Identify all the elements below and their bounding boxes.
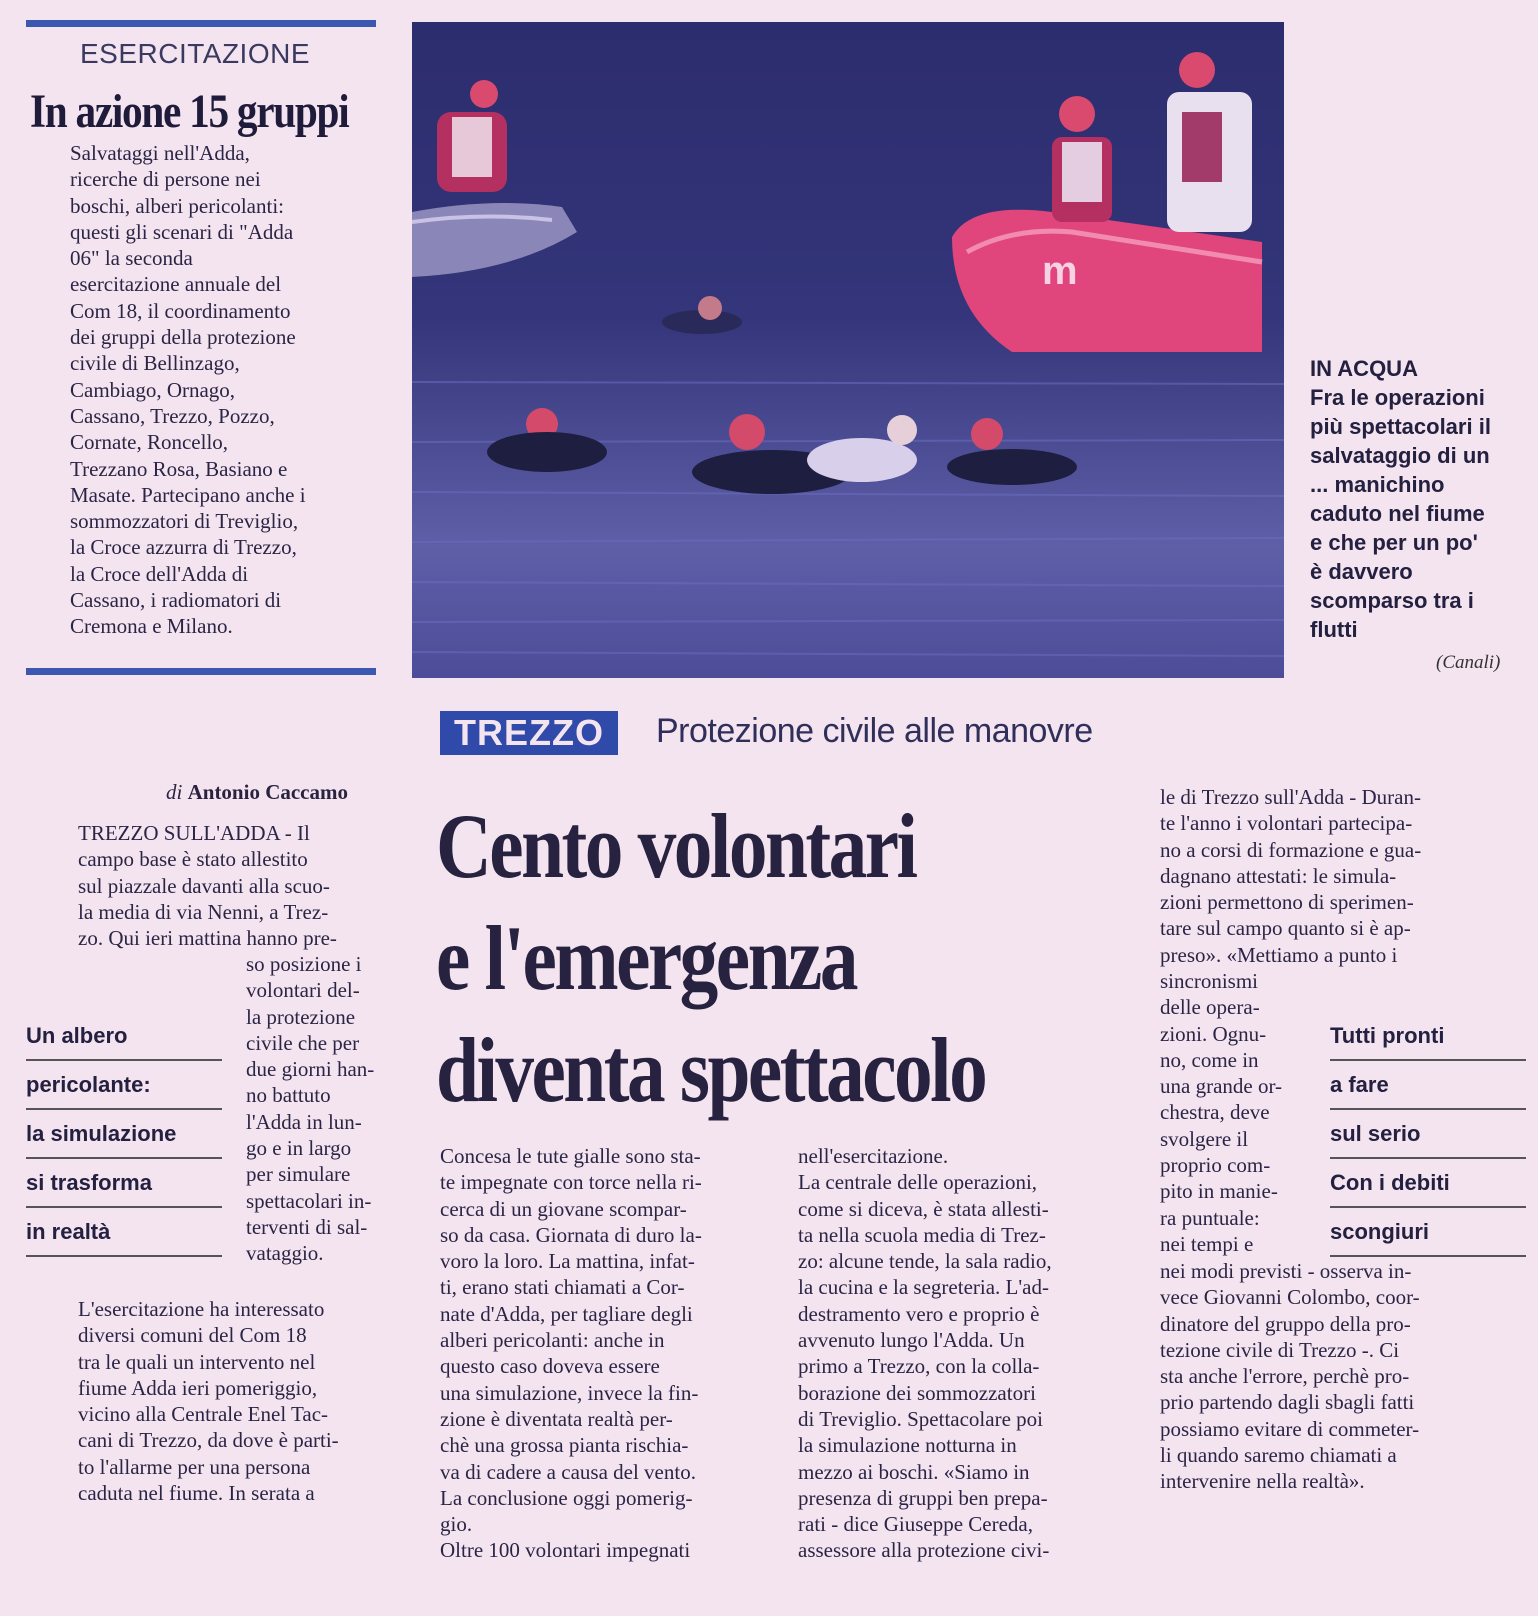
body-line: chestra, deve (1160, 1100, 1270, 1125)
body-line: La centrale delle operazioni, (798, 1170, 1038, 1195)
caption-line: scomparso tra i (1310, 588, 1474, 613)
caption-line: flutti (1310, 617, 1358, 642)
sidebar-text-line: Cremona e Milano. (70, 614, 233, 639)
sidebar-text-line: questi gli scenari di "Adda (70, 219, 294, 244)
body-line: mezzo ai boschi. «Siamo in (798, 1459, 1030, 1484)
sidebar-text-line: dei gruppi della protezione (70, 325, 296, 350)
pullquote-line: in realtà (26, 1208, 222, 1257)
body-line: terventi di sal- (246, 1214, 368, 1239)
sidebar-bottom-rule (26, 668, 376, 675)
body-line: tezione civile di Trezzo -. Ci (1160, 1337, 1400, 1362)
body-line: no a corsi di formazione e gua- (1160, 837, 1422, 862)
body-line: cani di Trezzo, da dove è parti- (78, 1428, 339, 1453)
body-line: pito in manie- (1160, 1179, 1278, 1204)
body-line: prio partendo dagli sbagli fatti (1160, 1390, 1415, 1415)
body-line: so posizione i (246, 952, 362, 976)
body-line: La conclusione oggi pomerig- (440, 1485, 693, 1510)
sidebar-text-line: boschi, alberi pericolanti: (70, 193, 285, 218)
article-column-1-bottom (78, 1296, 404, 1506)
body-line: possiamo evitare di commeter- (1160, 1416, 1420, 1441)
body-line: vece Giovanni Colombo, coor- (1160, 1285, 1420, 1310)
caption-line: Fra le operazioni (1310, 385, 1485, 410)
body-line: la protezione (246, 1004, 356, 1029)
byline (166, 780, 348, 805)
sidebar-top-rule (26, 20, 376, 27)
body-line: sta anche l'errore, perchè pro- (1160, 1364, 1410, 1389)
body-line: te impegnate con torce nella ri- (440, 1170, 702, 1195)
photo-caption (1310, 354, 1530, 644)
article-column-4-bottom (1160, 1258, 1496, 1495)
pullquote-line: pericolante: (26, 1061, 222, 1110)
body-line: una grande or- (1160, 1074, 1283, 1099)
body-line: no, come in (1160, 1047, 1259, 1072)
sidebar-text-line: Trezzano Rosa, Basiano e (70, 456, 288, 481)
body-line: proprio com- (1160, 1153, 1271, 1178)
sidebar-text-line: civile di Bellinzago, (70, 351, 240, 376)
body-line: spettacolari in- (246, 1188, 372, 1213)
body-line: la simulazione notturna in (798, 1433, 1017, 1458)
byline-author: Antonio Caccamo (187, 780, 348, 804)
sidebar-title: In azione 15 gruppi (30, 85, 349, 138)
body-line: dagnano attestati: le simula- (1160, 863, 1397, 888)
body-line: primo a Trezzo, con la colla- (798, 1354, 1040, 1379)
body-line: due giorni han- (246, 1057, 375, 1082)
caption-line: più spettacolari il (1310, 414, 1491, 439)
body-line: chè una grossa pianta rischia- (440, 1433, 689, 1458)
sidebar-body (70, 140, 370, 640)
body-line: zioni permettono di sperimen- (1160, 890, 1414, 915)
section-subtitle: Protezione civile alle manovre (656, 712, 1093, 750)
body-line: nell'esercitazione. (798, 1144, 949, 1168)
sidebar-text-line: Cambiago, Ornago, (70, 377, 236, 402)
sidebar-text-line: Cassano, Trezzo, Pozzo, (70, 403, 275, 428)
body-line: gio. (440, 1512, 473, 1537)
news-photo (412, 22, 1284, 678)
body-line: cerca di un giovane scompar- (440, 1196, 687, 1221)
body-line: ra puntuale: (1160, 1205, 1260, 1230)
pullquote-line: la simulazione (26, 1110, 222, 1159)
sidebar-text-line: Masate. Partecipano anche i (70, 482, 306, 507)
body-line: zione è diventata realtà per- (440, 1406, 673, 1431)
body-line: to l'allarme per una persona (78, 1454, 311, 1479)
caption-line: salvataggio di un (1310, 443, 1490, 468)
body-line: l'Adda in lun- (246, 1109, 362, 1134)
headline-line-2: e l'emergenza (436, 907, 856, 1009)
article-column-3 (798, 1143, 1128, 1564)
pullquote-right (1330, 1012, 1526, 1257)
body-line: li quando saremo chiamati a (1160, 1443, 1397, 1468)
body-line: fiume Adda ieri pomeriggio, (78, 1375, 318, 1400)
body-line: presenza di gruppi ben prepa- (798, 1485, 1048, 1510)
body-line: nei modi previsti - osserva in- (1160, 1259, 1412, 1283)
sidebar-text-line: Salvataggi nell'Adda, (70, 141, 250, 165)
body-line: L'esercitazione ha interessato (78, 1297, 325, 1321)
caption-line: ... manichino (1310, 472, 1445, 497)
caption-line: e che per un po' (1310, 530, 1478, 555)
pullquote-line: Con i debiti (1330, 1159, 1526, 1208)
body-line: nei tempi e (1160, 1231, 1254, 1256)
body-line: zo: alcune tende, la sala radio, (798, 1249, 1052, 1274)
body-line: la media di via Nenni, a Trez- (78, 899, 329, 924)
body-line: ti, erano stati chiamati a Cor- (440, 1275, 685, 1300)
sidebar-kicker: ESERCITAZIONE (80, 38, 311, 69)
body-line: nate d'Adda, per tagliare degli (440, 1301, 693, 1326)
body-line: alberi pericolanti: anche in (440, 1328, 665, 1353)
body-line: delle opera- (1160, 995, 1260, 1020)
body-line: caduta nel fiume. In serata a (78, 1481, 315, 1506)
body-line: go e in largo (246, 1136, 352, 1161)
sidebar-text-line: Cassano, i radiomatori di (70, 588, 282, 613)
body-line: intervenire nella realtà». (1160, 1469, 1365, 1494)
pullquote-left (26, 1012, 222, 1257)
pullquote-line: Un albero (26, 1012, 222, 1061)
sidebar-text-line: esercitazione annuale del (70, 272, 282, 297)
body-line: rati - dice Giuseppe Cereda, (798, 1512, 1033, 1537)
body-line: Oltre 100 volontari impegnati (440, 1538, 691, 1563)
body-line: sincronismi (1160, 969, 1258, 993)
headline-line-3: diventa spettacolo (436, 1019, 986, 1121)
sidebar-text-line: Com 18, il coordinamento (70, 298, 291, 323)
body-line: Concesa le tute gialle sono sta- (440, 1144, 701, 1168)
sidebar-text-line: ricerche di persone nei (70, 167, 261, 192)
article-column-2 (440, 1143, 768, 1564)
body-line: svolgere il (1160, 1126, 1249, 1151)
sidebar-text-line: la Croce dell'Adda di (70, 561, 249, 586)
body-line: avvenuto lungo l'Adda. Un (798, 1328, 1025, 1353)
pullquote-line: Tutti pronti (1330, 1012, 1526, 1061)
body-line: vataggio. (246, 1241, 324, 1266)
body-line: te l'anno i volontari partecipa- (1160, 811, 1413, 836)
body-line: tra le quali un intervento nel (78, 1349, 316, 1374)
body-line: civile che per (246, 1030, 360, 1055)
caption-text (1310, 383, 1530, 644)
pullquote-line: si trasforma (26, 1159, 222, 1208)
pullquote-line: scongiuri (1330, 1208, 1526, 1257)
headline-line-1: Cento volontari (436, 795, 916, 897)
body-line: destramento vero e proprio è (798, 1301, 1040, 1326)
body-line: zo. Qui ieri mattina hanno pre- (78, 926, 337, 951)
body-line: una simulazione, invece la fin- (440, 1380, 699, 1405)
body-line: sul piazzale davanti alla scuo- (78, 873, 330, 898)
headline (436, 790, 985, 1126)
article-column-4-narrow (1160, 968, 1310, 1257)
body-line: tare sul campo quanto si è ap- (1160, 916, 1411, 941)
body-line: voro la loro. La mattina, infat- (440, 1249, 695, 1274)
body-line: borazione dei sommozzatori (798, 1380, 1036, 1405)
article-column-1-narrow (246, 951, 404, 1267)
body-line: la cucina e la segreteria. L'ad- (798, 1275, 1049, 1300)
body-line: come si diceva, è stata allesti- (798, 1196, 1049, 1221)
body-line: vicino alla Centrale Enel Tac- (78, 1402, 329, 1427)
body-line: TREZZO SULL'ADDA - Il (78, 821, 310, 845)
article-column-1-top (78, 820, 404, 951)
body-line: questo caso doveva essere (440, 1354, 660, 1379)
body-line: no battuto (246, 1083, 331, 1108)
body-line: per simulare (246, 1162, 351, 1187)
body-line: di Treviglio. Spettacolare poi (798, 1406, 1043, 1431)
body-line: dinatore del gruppo della pro- (1160, 1311, 1411, 1336)
sidebar-text-line: Cornate, Roncello, (70, 430, 229, 455)
body-line: campo base è stato allestito (78, 847, 308, 872)
body-line: volontari del- (246, 978, 360, 1003)
article-column-4-top (1160, 784, 1496, 968)
body-line: le di Trezzo sull'Adda - Duran- (1160, 785, 1421, 809)
section-tag: TREZZO (440, 711, 618, 755)
caption-title: IN ACQUA (1310, 356, 1418, 381)
body-line: va di cadere a causa del vento. (440, 1459, 696, 1484)
sidebar-text-line: la Croce azzurra di Trezzo, (70, 535, 297, 560)
caption-line: è davvero (1310, 559, 1413, 584)
pullquote-line: a fare (1330, 1061, 1526, 1110)
sidebar-text-line: 06" la seconda (70, 246, 193, 271)
body-line: preso». «Mettiamo a punto i (1160, 942, 1398, 967)
sidebar-text-line: sommozzatori di Treviglio, (70, 509, 299, 534)
byline-prefix: di (166, 780, 183, 804)
pullquote-line: sul serio (1330, 1110, 1526, 1159)
caption-line: caduto nel fiume (1310, 501, 1485, 526)
body-line: so da casa. Giornata di duro la- (440, 1222, 702, 1247)
body-line: assessore alla protezione civi- (798, 1538, 1050, 1563)
photo-credit: (Canali) (1436, 652, 1501, 673)
svg-text:m: m (1042, 249, 1078, 293)
body-line: zioni. Ognu- (1160, 1021, 1267, 1046)
body-line: diversi comuni del Com 18 (78, 1323, 307, 1348)
body-line: ta nella scuola media di Trez- (798, 1222, 1046, 1247)
